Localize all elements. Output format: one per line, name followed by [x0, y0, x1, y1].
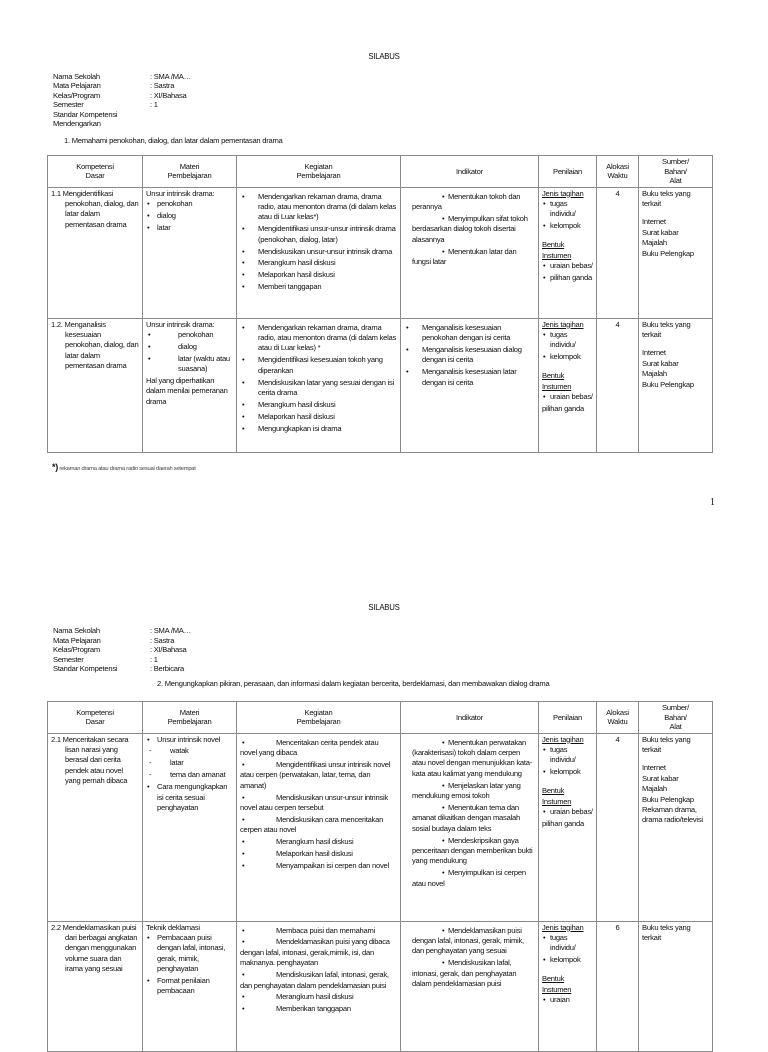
jenis-tagihan-label: Jenis tagihan [542, 188, 584, 198]
penilaian-cell [539, 733, 597, 921]
kompetensi-dasar-cell [48, 733, 143, 921]
bentuk-instrumen-list [542, 807, 593, 817]
spacer [542, 364, 593, 371]
sumber-item: Buku Pelengkap [642, 794, 694, 804]
materi-item: • Pembacaan puisi dengan lafal, intonasi, gerak, mimik, penghayatan [146, 933, 233, 975]
kegiatan-item: • Mendiskusikan unsur-unsur intrinsik novel atau cerpen tersebut [240, 793, 397, 814]
jenis-tagihan-item: • kelompok [542, 352, 593, 362]
penilaian-cell [539, 187, 597, 318]
jenis-tagihan-item: • tugas individu/ [542, 745, 593, 766]
bentuk-instrumen-item: • uraian [542, 995, 593, 1005]
kegiatan-item: • Mendengarkan rekaman drama, drama radio, atau menonton drama (di dalam kelas atau di Luar kelas) * [240, 323, 397, 354]
kegiatan-item: • Mendengarkan rekaman drama, drama radio, atau menonton drama (di dalam kelas atau di Luar kelas*) [240, 192, 397, 223]
kegiatan-item: • Mengidentifikasi unsur intrinsik novel atau cerpen (perwatakan, latar, tema, dan amanat) [240, 760, 397, 791]
identity-row [53, 655, 191, 665]
kegiatan-cell [237, 318, 401, 452]
kegiatan-item: • Memberi tanggapan [240, 282, 397, 292]
sumber-item: Rekaman drama, drama radio/televisi [642, 804, 703, 825]
kegiatan-item: • Merangkum hasil diskusi [240, 837, 397, 847]
indikator-item: • Menentukan tema dan amanat dikaitkan dengan masalah sosial budaya dalam teks [404, 803, 535, 834]
standar-kompetensi-text: 2. Mengungkapkan pikiran, perasaan, dan informasi dalam kegiatan bercerita, berdeklamasi, dan membawakan dialog drama [157, 679, 550, 688]
column-header-line: Sumber/ [662, 703, 689, 712]
kegiatan-item: • Mendiskusikan unsur-unsur intrinsik drama [240, 247, 397, 257]
kegiatan-list [240, 192, 397, 293]
materi-list [146, 330, 233, 375]
sumber-item: Surat kabar [642, 358, 679, 368]
materi-item: • dialog [146, 211, 233, 221]
jenis-tagihan-list [542, 199, 593, 232]
kegiatan-item: • Merangkum hasil diskusi [240, 992, 397, 1002]
column-header-line: Materi [179, 161, 200, 171]
kegiatan-cell [237, 733, 401, 921]
materi-text: Hal yang diperhatikan dalam menilai pemeranan drama [146, 376, 228, 406]
identity-row [53, 91, 191, 100]
kompetensi-dasar-cell [48, 187, 143, 318]
kegiatan-item: • Mendeklamasikan puisi yang dibaca dengan lafal, intonasi, gerak,mimik, isi, dan maknanya. penghayatan [240, 937, 397, 968]
footnote-mark: *) [52, 462, 58, 472]
identity-row [53, 664, 191, 674]
materi-item: • penokohan [146, 330, 233, 340]
sumber-item: Majalah [642, 369, 667, 379]
kegiatan-list [240, 738, 397, 872]
alokasi-waktu: 6 [615, 922, 620, 932]
table-row [48, 187, 713, 318]
materi-item: • Unsur intrinsik novel [146, 735, 233, 745]
column-header-line: Indikator [456, 712, 483, 722]
indikator-cell [401, 187, 539, 318]
alokasi-waktu: 4 [615, 319, 620, 329]
alokasi-waktu-cell [597, 733, 639, 921]
identity-label: Nama Sekolah [53, 626, 100, 635]
identity-label: Mata Pelajaran [53, 635, 101, 645]
identity-value: : 1 [150, 654, 158, 664]
sumber-cell [639, 187, 713, 318]
materi-text: Unsur intrinsik drama: [146, 319, 215, 329]
identity-value: : XI/Bahasa [150, 90, 187, 100]
kompetensi-dasar-cell [48, 318, 143, 452]
page-number: 1 [710, 497, 715, 508]
materi-cell [143, 733, 237, 921]
spacer [542, 779, 593, 786]
indikator-list [404, 192, 535, 268]
jenis-tagihan-label: Jenis tagihan [542, 319, 584, 329]
table-row [48, 921, 713, 1051]
indikator-list [404, 738, 535, 890]
kegiatan-item: • Melaporkan hasil diskusi [240, 849, 397, 859]
alokasi-waktu-cell [597, 187, 639, 318]
identity-row [53, 110, 191, 119]
indikator-cell [401, 921, 539, 1051]
column-header [237, 156, 401, 188]
sumber-item: Internet [642, 348, 666, 358]
penilaian-tail: pilihan ganda [542, 403, 584, 413]
bentuk-instrumen-list [542, 261, 593, 283]
column-header-line: Alat [669, 722, 682, 731]
jenis-tagihan-list [542, 745, 593, 778]
jenis-tagihan-list [542, 330, 593, 363]
identity-label: Semester [53, 100, 84, 110]
materi-item: • Format penilaian pembacaan [146, 976, 233, 997]
materi-item: • latar [146, 223, 233, 233]
header-row [48, 156, 713, 188]
indikator-item: • Menyimpulkan isi cerpen atau novel [404, 868, 535, 889]
sumber-item [642, 209, 709, 217]
materi-text: Unsur intrinsik drama: [146, 188, 215, 198]
identity-row [53, 636, 191, 646]
materi-text: Teknik deklamasi [146, 922, 200, 932]
column-header [143, 702, 237, 734]
kompetensi-dasar: 1.1 Mengidentifikasi penokohan, dialog, dan latar dalam pementasan drama [51, 188, 139, 229]
indikator-item: • Mendeklamasikan puisi dengan lafal, intonasi, gerak, mimik, dan penghayatan yang sesuai [404, 926, 535, 957]
column-header-line: Kompetensi [76, 161, 114, 171]
sumber-item: Buku teks yang terkait [642, 188, 691, 208]
column-header [639, 702, 713, 734]
bentuk-instrumen-item: • pilihan ganda [542, 273, 593, 283]
identity-value: : Sastra [150, 81, 175, 91]
indikator-item: • Menganalisis kesesuaian dialog dengan isi cerita [404, 345, 535, 366]
kegiatan-item: • Membaca puisi dan memahami [240, 926, 397, 936]
kegiatan-item: • Merangkum hasil diskusi [240, 258, 397, 268]
spacer [542, 967, 593, 974]
penilaian-cell [539, 318, 597, 452]
column-header-line: Penilaian [553, 166, 582, 176]
sumber-item: Surat kabar [642, 773, 679, 783]
sumber-item: Internet [642, 763, 666, 773]
identity-label: Mata Pelajaran [53, 81, 101, 91]
materi-cell [143, 921, 237, 1051]
materi-item: • dialog [146, 342, 233, 352]
identity-value: : SMA /MA… [150, 626, 191, 635]
identity-value: : 1 [150, 100, 158, 110]
sumber-item: Buku Pelengkap [642, 248, 694, 258]
header-row [48, 702, 713, 734]
column-header-line: Pembelajaran [167, 717, 212, 727]
column-header [597, 156, 639, 188]
table-row [48, 733, 713, 921]
jenis-tagihan-item: • tugas individu/ [542, 933, 593, 954]
column-header-line: Dasar [85, 717, 105, 727]
kegiatan-item: • Menceritakan cerita pendek atau novel yang dibaca [240, 738, 397, 759]
identity-label: Kelas/Program [53, 90, 100, 100]
spacer [542, 233, 593, 240]
identity-row [53, 81, 191, 90]
materi-item: - latar [146, 758, 233, 768]
alokasi-waktu: 4 [615, 734, 620, 744]
identity-row [53, 626, 191, 636]
sumber-item [642, 755, 709, 763]
kegiatan-item: • Mendiskusikan latar yang sesuai dengan isi cerita drama [240, 378, 397, 399]
jenis-tagihan-label: Jenis tagihan [542, 734, 584, 744]
column-header [48, 702, 143, 734]
identity-row [53, 119, 191, 128]
column-header-line: Materi [179, 707, 200, 717]
identity-value: : SMA /MA… [150, 72, 191, 81]
identity-label: Kelas/Program [53, 645, 100, 655]
kegiatan-item: • Menyampaikan isi cerpen dan novel [240, 861, 397, 871]
materi-list [146, 735, 233, 814]
sumber-cell [639, 318, 713, 452]
bentuk-instrumen-list [542, 392, 593, 402]
kegiatan-item: • Mengidentifikasi unsur-unsur intrinsik drama (penokohan, dialog, latar) [240, 224, 397, 245]
kegiatan-item: • Melaporkan hasil diskusi [240, 270, 397, 280]
identity-value: : Sastra [150, 635, 175, 645]
kompetensi-dasar: 2.1 Menceritakan secara lisan narasi yang berasal dari cerita pendek atau novel yang pernah dibaca [51, 734, 129, 786]
materi-list [146, 933, 233, 997]
materi-cell [143, 318, 237, 452]
column-header [48, 156, 143, 188]
kompetensi-dasar: 1.2. Menganalisis kesesuaian penokohan, dialog, dan latar dalam pementasan drama [51, 319, 139, 371]
column-header-line: Bahan/ [664, 166, 687, 176]
sumber-item: Buku teks yang terkait [642, 734, 691, 754]
column-header-line: Alat [669, 176, 682, 185]
column-header-line: Alokasi [606, 707, 629, 717]
sumber-item: Majalah [642, 784, 667, 794]
column-header [401, 702, 539, 734]
syllabus-table [47, 701, 713, 1052]
jenis-tagihan-item: • kelompok [542, 767, 593, 777]
kegiatan-cell [237, 921, 401, 1051]
footnote [52, 462, 196, 474]
sumber-item: Internet [642, 217, 666, 227]
indikator-item: • Menentukan latar dan fungsi latar [404, 247, 535, 268]
sumber-item: Buku Pelengkap [642, 379, 694, 389]
kegiatan-item: • Mengidentifikasi kesesuaian tokoh yang diperankan [240, 355, 397, 376]
sumber-item: Majalah [642, 238, 667, 248]
page-title: SILABUS [368, 52, 400, 61]
indikator-item: • Menganalisis kesesuaian latar dengan isi cerita [404, 367, 535, 388]
column-header-line: Pembelajaran [296, 171, 341, 181]
column-header [237, 702, 401, 734]
page-title: SILABUS [368, 603, 400, 612]
penilaian-tail: pilihan ganda [542, 818, 584, 828]
bentuk-instrumen-item: • uraian bebas/ [542, 261, 593, 271]
jenis-tagihan-label: Jenis tagihan [542, 922, 584, 932]
kegiatan-item: • Melaporkan hasil diskusi [240, 412, 397, 422]
sumber-cell [639, 921, 713, 1051]
kegiatan-list [240, 323, 397, 435]
column-header-line: Sumber/ [662, 157, 689, 166]
penilaian-cell [539, 921, 597, 1051]
kegiatan-item: • Merangkum hasil diskusi [240, 400, 397, 410]
kegiatan-cell [237, 187, 401, 318]
alokasi-waktu: 4 [615, 188, 620, 198]
identity-label: Mendengarkan [53, 118, 101, 128]
indikator-item: • Mendeskripsikan gaya penceritaan dengan memberikan bukti yang mendukung [404, 836, 535, 867]
indikator-item: • Mendiskusikan lafal, intonasi, gerak, dan penghayatan dalam pendeklamasian puisi [404, 958, 535, 989]
indikator-list [404, 323, 535, 388]
sumber-item: Surat kabar [642, 227, 679, 237]
materi-item: • latar (waktu atau suasana) [146, 354, 233, 375]
syllabus-table [47, 155, 713, 453]
materi-list [146, 199, 233, 233]
kegiatan-item: • Mengungkapkan isi drama [240, 424, 397, 434]
jenis-tagihan-item: • tugas individu/ [542, 199, 593, 220]
materi-cell [143, 187, 237, 318]
kompetensi-dasar-cell [48, 921, 143, 1051]
bentuk-instrumen-label: Bentuk Instumen [542, 240, 572, 260]
footnote-text: rekaman drama atau drama radio sesuai daerah setempat [59, 466, 196, 472]
identity-block [53, 72, 191, 128]
column-header [639, 156, 713, 188]
indikator-item: • Menentukan tokoh dan perannya [404, 192, 535, 213]
identity-label: Nama Sekolah [53, 72, 100, 81]
kegiatan-item: • Mendiskusikan cara menceritakan cerpen atau novel [240, 815, 397, 836]
jenis-tagihan-list [542, 933, 593, 966]
kegiatan-item: • Mendiskusikan lafal, intonasi, gerak, dan penghayatan dalam pendeklamasian puisi [240, 970, 397, 991]
bentuk-instrumen-label: Bentuk Instumen [542, 786, 572, 806]
column-header-line: Kegiatan [304, 161, 333, 171]
materi-item: • penokohan [146, 199, 233, 209]
identity-row [53, 72, 191, 81]
indikator-item: • Menganalisis kesesuaian penokohan dengan isi cerita [404, 323, 535, 344]
bentuk-instrumen-label: Bentuk Instumen [542, 974, 572, 994]
indikator-item: • Menyimpulkan sifat tokoh berdasarkan dialog tokoh disertai alasannya [404, 214, 535, 245]
column-header [143, 156, 237, 188]
jenis-tagihan-item: • kelompok [542, 955, 593, 965]
identity-label: Standar Kompetensi [53, 109, 118, 119]
alokasi-waktu-cell [597, 921, 639, 1051]
bentuk-instrumen-item: • uraian bebas/ [542, 392, 593, 402]
indikator-list [404, 926, 535, 990]
alokasi-waktu-cell [597, 318, 639, 452]
kompetensi-dasar: 2.2 Mendeklamasikan puisi dari berbagai angkatan dengan menggunakan volume suara dan irama yang sesuai [51, 922, 138, 974]
jenis-tagihan-item: • tugas individu/ [542, 330, 593, 351]
column-header-line: Indikator [456, 166, 483, 176]
identity-value: : Berbicara [150, 664, 184, 674]
materi-item: - watak [146, 746, 233, 756]
column-header-line: Pembelajaran [296, 717, 341, 727]
table-row [48, 318, 713, 452]
column-header [539, 702, 597, 734]
kegiatan-list [240, 926, 397, 1015]
column-header-line: Bahan/ [664, 712, 687, 722]
column-header-line: Dasar [85, 171, 105, 181]
column-header [401, 156, 539, 188]
indikator-item: • Menentukan perwatakan (karakterisasi) tokoh dalam cerpen atau novel dengan menunjukkan kata-kata atau kalimat yang mendukung [404, 738, 535, 780]
indikator-cell [401, 733, 539, 921]
identity-value: : XI/Bahasa [150, 645, 187, 655]
identity-row [53, 645, 191, 655]
column-header-line: Penilaian [553, 712, 582, 722]
bentuk-instrumen-label: Bentuk Instumen [542, 371, 572, 391]
kegiatan-item: • Memberikan tanggapan [240, 1004, 397, 1014]
column-header-line: Waktu [607, 171, 628, 181]
column-header-line: Alokasi [606, 161, 629, 171]
column-header-line: Kompetensi [76, 707, 114, 717]
jenis-tagihan-item: • kelompok [542, 221, 593, 231]
sumber-item: Buku teks yang terkait [642, 922, 691, 942]
column-header-line: Waktu [607, 717, 628, 727]
column-header [539, 156, 597, 188]
identity-label: Semester [53, 654, 84, 664]
bentuk-instrumen-item: • uraian bebas/ [542, 807, 593, 817]
bentuk-instrumen-list [542, 995, 593, 1005]
identity-label: Standar Kompetensi [53, 664, 118, 674]
indikator-item: • Menjelaskan latar yang mendukung emosi tokoh [404, 781, 535, 802]
standar-kompetensi-text: 1. Memahami penokohan, dialog, dan latar dalam pementasan drama [64, 136, 283, 145]
column-header-line: Kegiatan [304, 707, 333, 717]
sumber-item [642, 340, 709, 348]
column-header [597, 702, 639, 734]
column-header-line: Pembelajaran [167, 171, 212, 181]
materi-item: • Cara mengungkapkan isi cerita sesuai penghayatan [146, 782, 233, 813]
sumber-cell [639, 733, 713, 921]
indikator-cell [401, 318, 539, 452]
materi-item: - tema dan amanat [146, 770, 233, 780]
identity-block [53, 626, 191, 674]
sumber-item: Buku teks yang terkait [642, 319, 691, 339]
identity-row [53, 100, 191, 109]
